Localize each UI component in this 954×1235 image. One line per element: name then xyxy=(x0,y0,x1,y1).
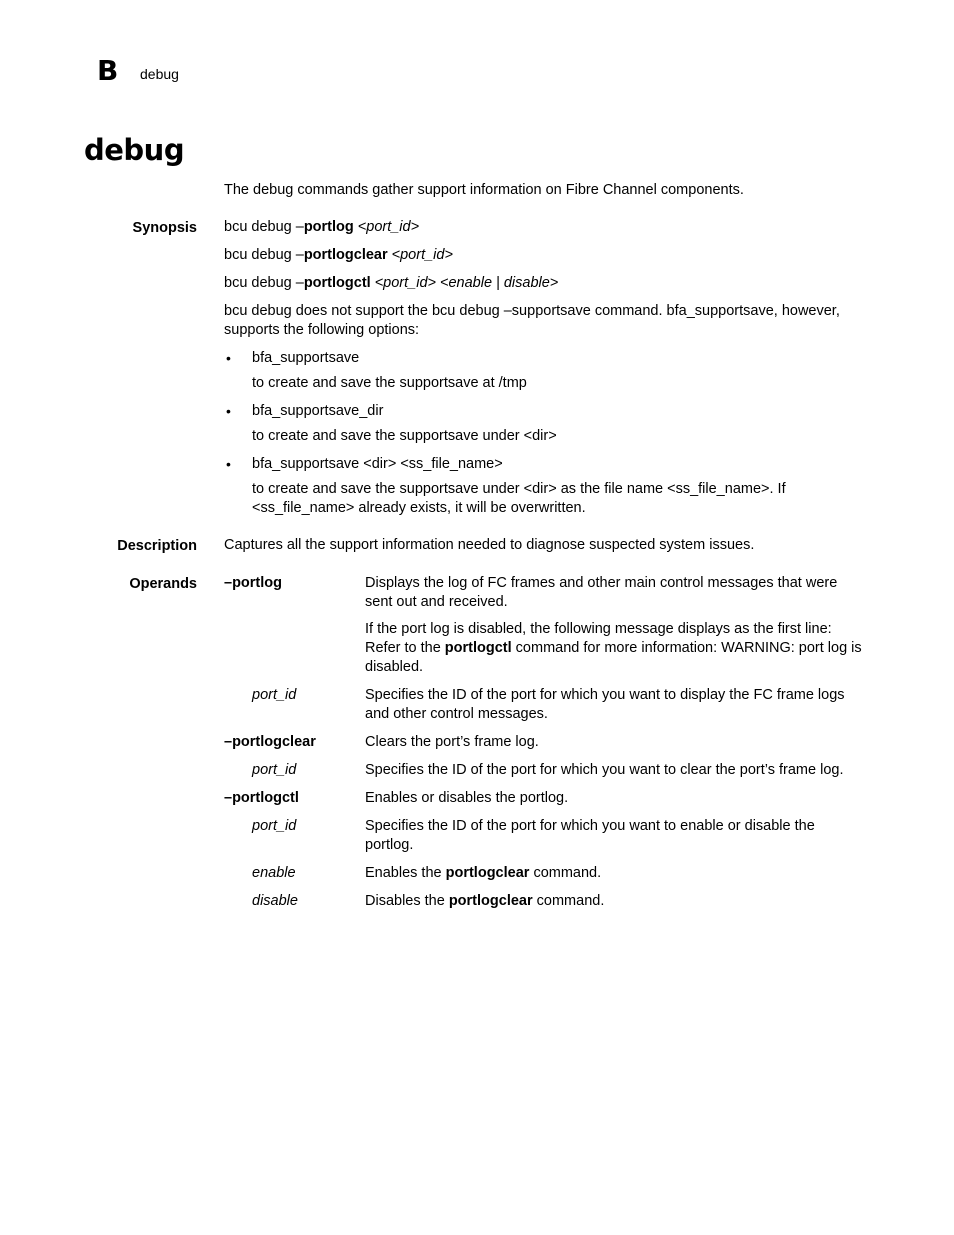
synopsis-note: bcu debug does not support the bcu debug –supportsave command. bfa_supportsave, however, supports the following options: xyxy=(224,303,840,338)
operand-enable-desc xyxy=(365,864,865,883)
operand-portlog-desc: Displays the log of FC frames and other main control messages that were sent out and received. xyxy=(365,575,838,610)
synopsis-cmd: portlogclear xyxy=(303,247,388,263)
bullet-marker: • xyxy=(226,403,231,419)
synopsis-prefix: bcu debug – xyxy=(224,275,304,291)
operands-label: Operands xyxy=(129,576,197,592)
note-cmd: portlogctl xyxy=(444,640,512,656)
note-text: If the port log is disabled, the following message displays as the first line: Refer to the xyxy=(365,621,832,656)
running-header-title: debug xyxy=(140,66,179,82)
bullet-title: bfa_supportsave <dir> <ss_file_name> xyxy=(252,456,503,472)
desc-text: Enables the xyxy=(365,865,446,881)
operand-portlogctl-desc: Enables or disables the portlog. xyxy=(365,790,569,806)
bullet-title: bfa_supportsave xyxy=(252,350,360,366)
note-text: command for more information: WARNING: port log is disabled. xyxy=(365,640,862,675)
page-title: debug xyxy=(84,133,185,167)
operand-portlog-note xyxy=(365,620,865,677)
bullet-marker: • xyxy=(226,456,231,472)
desc-cmd: portlogclear xyxy=(445,865,530,881)
synopsis-label: Synopsis xyxy=(132,220,197,236)
bullet-title: bfa_supportsave_dir xyxy=(252,403,384,419)
bullet-desc: to create and save the supportsave at /tmp xyxy=(252,375,527,391)
synopsis-line-portlog xyxy=(224,218,864,237)
bullet-desc: to create and save the supportsave under <dir> as the file name <ss_file_name>. If <ss_file_name> already exists, it will be overwritten. xyxy=(252,481,786,516)
bullet-marker: • xyxy=(226,350,231,366)
operand-portlogctl-port-id-desc: Specifies the ID of the port for which you want to enable or disable the portlog. xyxy=(365,818,815,853)
operand-portlogctl: –portlogctl xyxy=(224,790,299,806)
chapter-letter: B xyxy=(97,54,119,87)
operand-disable-desc xyxy=(365,892,865,911)
desc-cmd: portlogclear xyxy=(448,893,533,909)
synopsis-cmd: portlog xyxy=(303,219,354,235)
desc-text: Disables the xyxy=(365,893,449,909)
intro-text: The debug commands gather support information on Fibre Channel components. xyxy=(224,182,744,198)
synopsis-cmd: portlogctl xyxy=(303,275,371,291)
operand-disable: disable xyxy=(252,893,298,909)
operand-portlogclear-port-id-desc: Specifies the ID of the port for which you want to clear the port’s frame log. xyxy=(365,762,844,778)
synopsis-line-portlogclear xyxy=(224,246,864,265)
operand-portlogclear-port-id: port_id xyxy=(252,762,297,778)
desc-text: command. xyxy=(529,865,602,881)
synopsis-args: <port_id> xyxy=(353,219,420,235)
operand-portlog: –portlog xyxy=(224,575,282,591)
description-label: Description xyxy=(117,538,197,554)
operand-portlog-port-id-desc: Specifies the ID of the port for which you want to display the FC frame logs and other control messages. xyxy=(365,687,845,722)
operand-portlogclear: –portlogclear xyxy=(224,734,316,750)
synopsis-args: <port_id> <enable | disable> xyxy=(370,275,559,291)
synopsis-line-portlogctl xyxy=(224,274,864,293)
operand-portlogclear-desc: Clears the port’s frame log. xyxy=(365,734,539,750)
synopsis-prefix: bcu debug – xyxy=(224,247,304,263)
operand-portlogctl-port-id: port_id xyxy=(252,818,297,834)
bullet-desc: to create and save the supportsave under <dir> xyxy=(252,428,557,444)
description-text: Captures all the support information needed to diagnose suspected system issues. xyxy=(224,537,755,553)
desc-text: command. xyxy=(532,893,605,909)
operand-portlog-port-id: port_id xyxy=(252,687,297,703)
synopsis-args: <port_id> xyxy=(387,247,453,263)
synopsis-prefix: bcu debug – xyxy=(224,219,304,235)
operand-enable: enable xyxy=(252,865,296,881)
